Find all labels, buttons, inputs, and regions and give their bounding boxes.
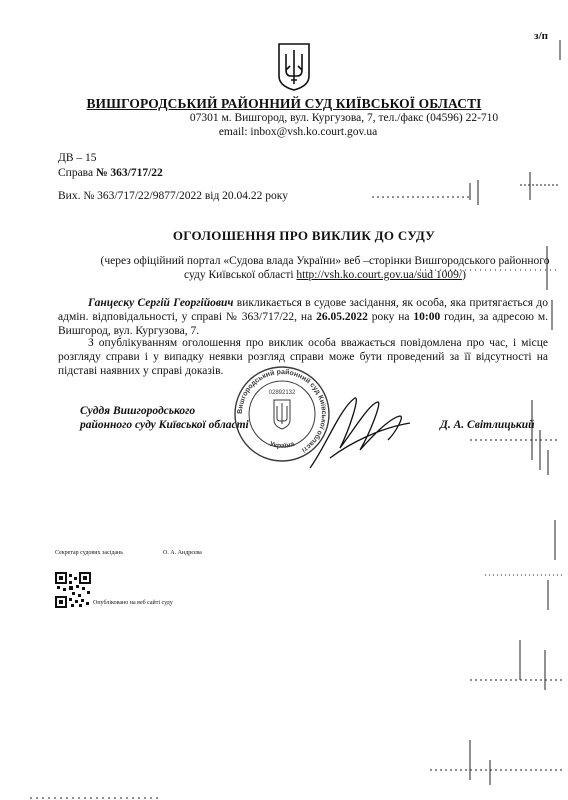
summons-paragraph (58, 296, 548, 338)
stamp-outer-text: Вишгородський районний суд Київської області (236, 368, 328, 454)
portal-suffix: ) (462, 269, 466, 281)
case-number: № 363/717/22 (95, 167, 163, 179)
notice-paragraph: З опублікуванням оголошення про виклик особа вважається повідомлена про час, і місце розгляду справи і у випадку неявки розгляд справи може бути проведений за її відсутності на підставі наявних у справі доказів. (58, 337, 548, 377)
published-note: Опубліковано на веб сайті суду (93, 600, 173, 606)
secretary-label: Секретар судових засідань (55, 550, 124, 556)
portal-prefix: (через офіційний портал «Судова влада України» веб –сторінки Вишгородського районного суду Київської області (100, 255, 550, 281)
paragraph1-text-c: годин, за адресою м. Вишгород, вул. Кургузова, 7. (58, 311, 548, 337)
paragraph1-text-b: року на (367, 311, 414, 323)
stamp-code: 02892132 (268, 390, 296, 396)
portal-link[interactable]: http://vsh.ko.court.gov.ua/sud 1009/ (296, 269, 463, 281)
judge-name: Д. А. Світлицький (440, 419, 535, 431)
hearing-time: 10:00 (413, 311, 441, 323)
court-email[interactable]: email: inbox@vsh.ko.court.gov.ua (218, 126, 378, 138)
judge-signature (300, 388, 420, 478)
portal-note (95, 254, 555, 282)
stamp-bottom-text: Україна (268, 440, 296, 450)
case-prefix: Справа (58, 167, 96, 179)
paragraph1-text-a: викликається в судове засідання, як особа, яка притягається до адмін. відповідальності, у справі № 363/717/22, на (58, 297, 548, 323)
document-title: ОГОЛОШЕННЯ ПРО ВИКЛИК ДО СУДУ (172, 228, 436, 243)
judge-label (80, 404, 249, 432)
coat-of-arms-icon (277, 42, 311, 92)
svg-text:Україна (269, 441, 296, 450)
dv-code: ДВ – 15 (58, 152, 97, 164)
case-line (58, 167, 163, 179)
court-name: ВИШГОРОДСЬКИЙ РАЙОННИЙ СУД КИЇВСЬКОЇ ОБЛАСТІ (86, 96, 482, 111)
page-mark: з/п (534, 30, 548, 42)
qr-code-icon[interactable] (55, 572, 91, 608)
hearing-date: 26.05.2022 (316, 311, 368, 323)
court-address: 07301 м. Вишгород, вул. Кургузова, 7, тел./факс (04596) 22-710 (189, 112, 499, 124)
secretary-line (55, 550, 202, 556)
outgoing-number: Вих. № 363/717/22/9877/2022 від 20.04.22 року (58, 190, 288, 202)
secretary-name: О. А. Андрєєва (163, 550, 202, 556)
judge-label-line2: районного суду Київської області (80, 419, 249, 431)
judge-label-line1: Суддя Вишгородського (80, 405, 196, 417)
person-name: Ганцеску Сергій Георгійович (88, 297, 234, 309)
